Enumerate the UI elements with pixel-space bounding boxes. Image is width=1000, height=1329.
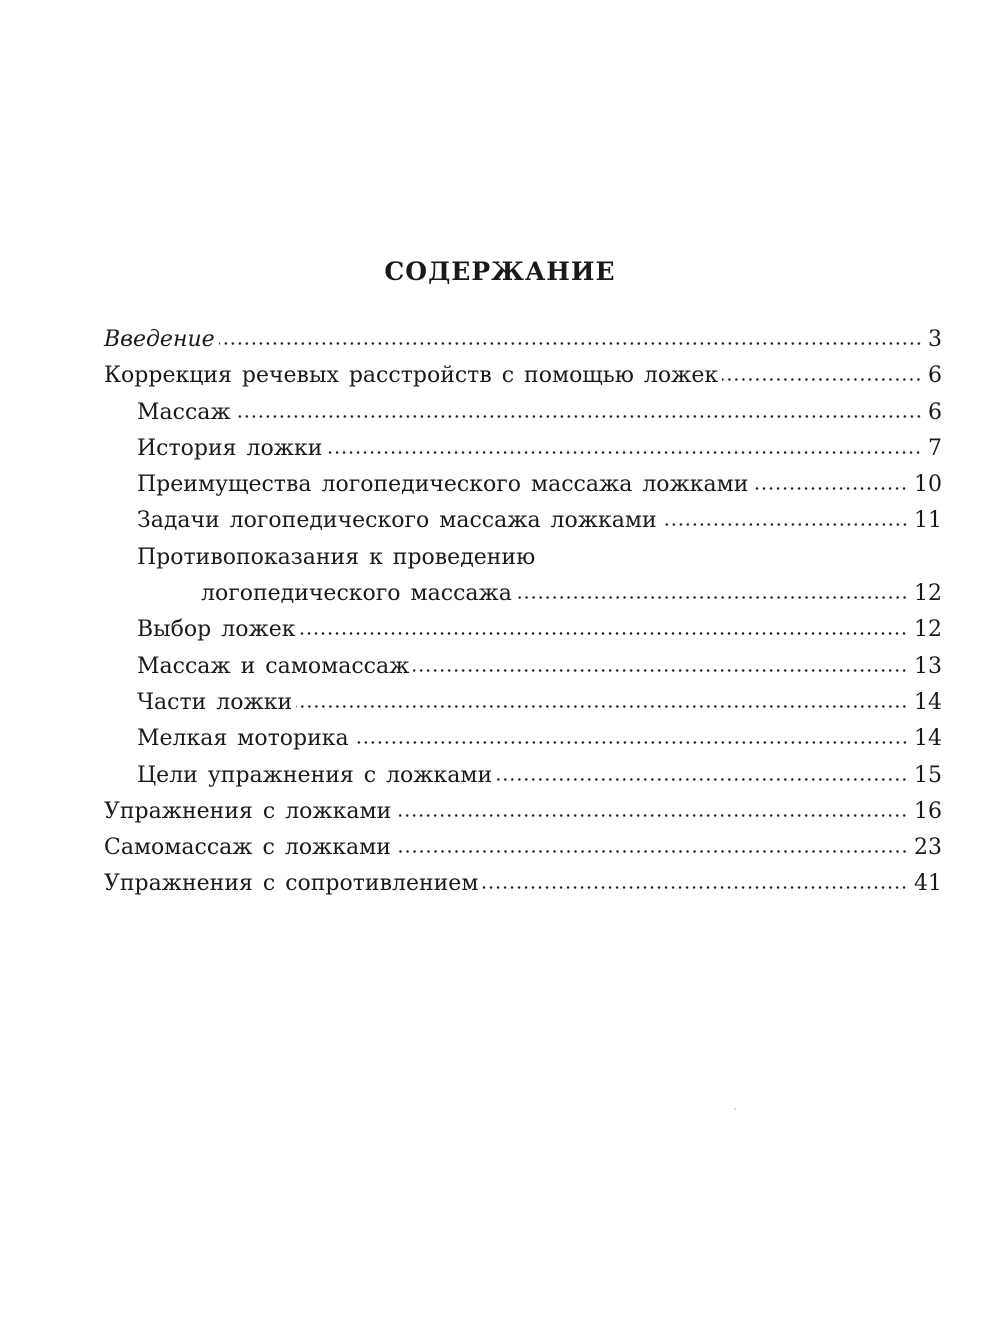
dot-leader — [326, 437, 922, 455]
dot-leader — [722, 364, 922, 382]
table-of-contents — [104, 322, 942, 903]
toc-entry-label: Мелкая моторика — [137, 726, 349, 752]
toc-entry-label: Коррекция речевых расстройств с помощью ложек — [104, 363, 719, 389]
toc-title: СОДЕРЖАНИЕ — [384, 257, 616, 286]
dot-leader — [482, 872, 908, 890]
toc-entry-label: Задачи логопедического массажа ложками — [137, 508, 657, 534]
toc-entry-spoon-exercises[interactable] — [104, 794, 942, 830]
toc-entry-label: Упражнения с ложками — [104, 798, 392, 824]
toc-entry-speech-correction[interactable] — [104, 358, 942, 394]
dot-leader — [395, 836, 908, 854]
toc-page-number: 6 — [928, 363, 942, 389]
toc-entry-label: Цели упражнения с ложками — [137, 762, 493, 788]
toc-entry-spoon-history[interactable] — [104, 431, 942, 467]
dot-leader — [296, 691, 908, 709]
dot-leader — [219, 328, 922, 346]
toc-entry-spoon-choice[interactable] — [104, 612, 942, 648]
toc-page-number: 12 — [914, 617, 942, 643]
toc-entry-contraindications[interactable] — [104, 540, 942, 576]
toc-entry-label: Части ложки — [137, 689, 293, 715]
toc-entry-label: История ложки — [137, 435, 323, 461]
toc-page-number: 14 — [914, 689, 942, 715]
dot-leader — [235, 401, 922, 419]
toc-page-number: 6 — [928, 399, 942, 425]
toc-page-number: 7 — [928, 435, 942, 461]
toc-page-number: 15 — [914, 762, 942, 788]
toc-entry-self-massage[interactable] — [104, 830, 942, 866]
toc-entry-label: Выбор ложек — [137, 617, 296, 643]
toc-entry-resistance-exercises[interactable] — [104, 866, 942, 902]
toc-page-number: 10 — [914, 472, 942, 498]
dot-leader — [353, 727, 908, 745]
toc-entry-label: Самомассаж с ложками — [104, 835, 391, 861]
toc-entry-introduction[interactable] — [104, 322, 942, 358]
toc-entry-massage[interactable] — [104, 395, 942, 431]
toc-page-number: 23 — [914, 835, 942, 861]
toc-entry-massage-self-massage[interactable] — [104, 649, 942, 685]
toc-entry-label: Массаж и самомассаж — [137, 653, 410, 679]
dot-leader — [496, 764, 908, 782]
toc-entry-label: Массаж — [137, 399, 231, 425]
toc-page-number: 11 — [914, 508, 942, 534]
toc-entry-spoon-parts[interactable] — [104, 685, 942, 721]
dot-leader — [395, 800, 908, 818]
paper-speck — [734, 1108, 736, 1110]
toc-entry-tasks[interactable] — [104, 503, 942, 539]
toc-entry-label: Введение — [104, 327, 215, 352]
dot-leader — [413, 655, 908, 673]
dot-leader — [661, 509, 908, 527]
toc-page-number: 16 — [914, 798, 942, 824]
toc-entry-advantages[interactable] — [104, 467, 942, 503]
toc-entry-fine-motor[interactable] — [104, 721, 942, 757]
toc-page-number: 41 — [914, 871, 942, 897]
toc-page-number: 14 — [914, 726, 942, 752]
toc-page-number: 13 — [914, 653, 942, 679]
toc-entry-label: Преимущества логопедического массажа ложками — [137, 472, 749, 498]
toc-entry-label: логопедического массажа — [201, 581, 512, 607]
dot-leader — [752, 473, 908, 491]
toc-entry-label: Противопоказания к проведению — [137, 544, 536, 570]
dot-leader — [516, 582, 908, 600]
toc-page-number: 12 — [914, 581, 942, 607]
toc-entry-contraindications-continued[interactable] — [104, 576, 942, 612]
dot-leader — [299, 618, 908, 636]
toc-entry-exercise-goals[interactable] — [104, 758, 942, 794]
toc-page-number: 3 — [928, 327, 942, 352]
toc-entry-label: Упражнения с сопротивлением — [104, 871, 479, 897]
